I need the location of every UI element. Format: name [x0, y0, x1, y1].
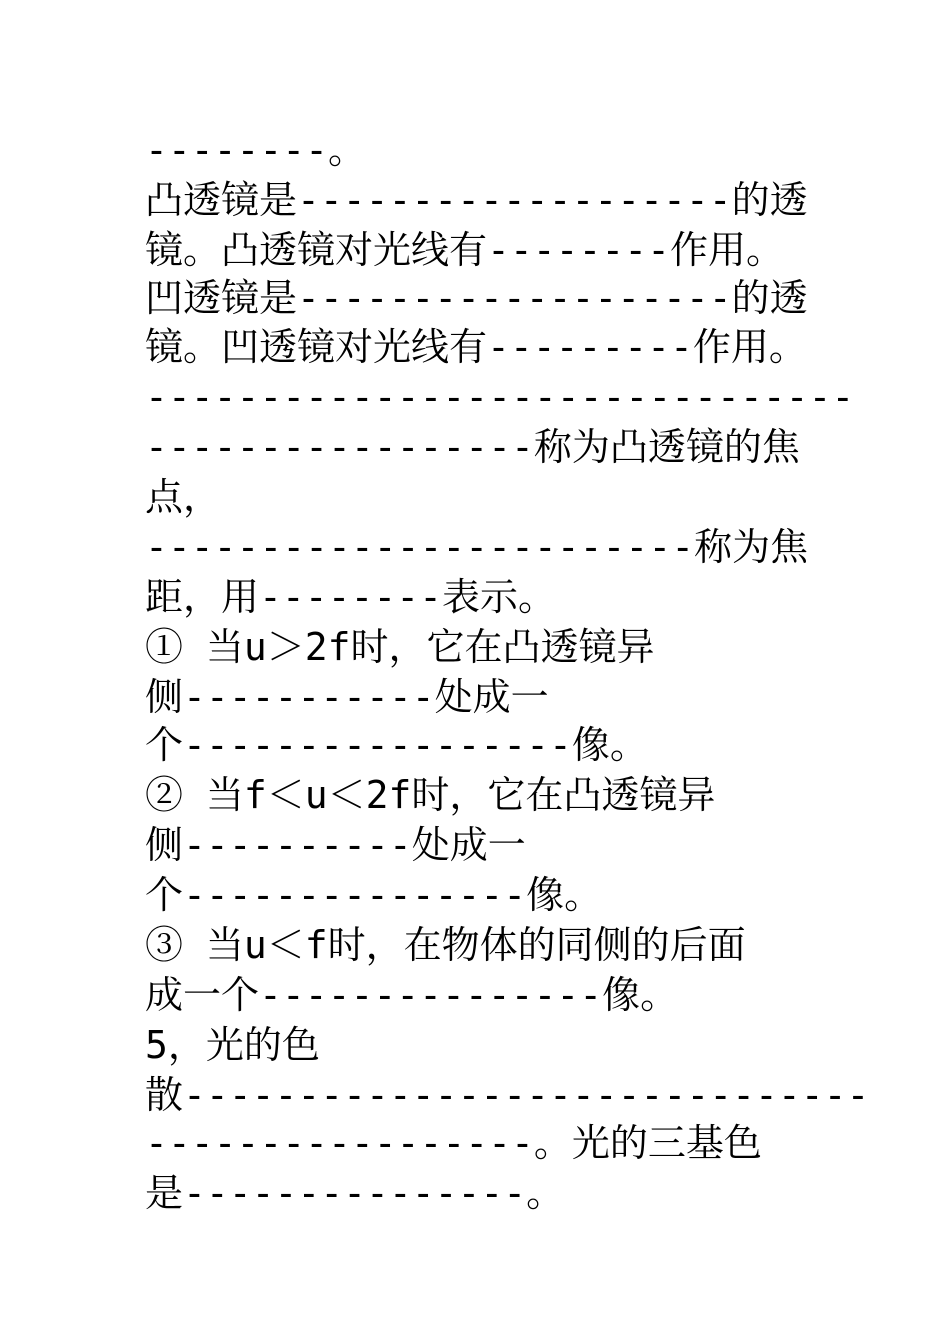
text-line: 距，用--------表示。: [145, 575, 557, 619]
text-line: 个-----------------像。: [145, 723, 648, 767]
text-line: ③ 当u＜f时，在物体的同侧的后面: [145, 923, 746, 967]
text-line: -------------------------------: [145, 375, 855, 419]
text-line: -----------------。光的三基色: [145, 1121, 762, 1165]
text-line: 镜。凸透镜对光线有--------作用。: [145, 228, 785, 272]
text-line: 是---------------。: [145, 1171, 565, 1215]
text-line: 点，: [145, 475, 222, 519]
text-line: 5，光的色: [145, 1023, 320, 1067]
text-line: 凹透镜是-------------------的透: [145, 276, 808, 320]
text-line: 镜。凹透镜对光线有---------作用。: [145, 325, 807, 369]
text-line: --------。: [145, 128, 367, 172]
text-line: 个---------------像。: [145, 873, 603, 917]
text-line: ------------------------称为焦: [145, 525, 809, 569]
text-line: ② 当f＜u＜2f时，它在凸透镜异: [145, 773, 716, 817]
text-line: 侧----------处成一: [145, 823, 526, 867]
text-line: 凸透镜是-------------------的透: [145, 178, 808, 222]
text-line: ① 当u＞2f时，它在凸透镜异: [145, 625, 655, 669]
text-line: -----------------称为凸透镜的焦: [145, 425, 800, 469]
text-line: 侧-----------处成一: [145, 675, 549, 719]
document-page: [145, 0, 870, 1344]
text-line: 散------------------------------: [145, 1073, 870, 1117]
text-line: 成一个---------------像。: [145, 973, 679, 1017]
